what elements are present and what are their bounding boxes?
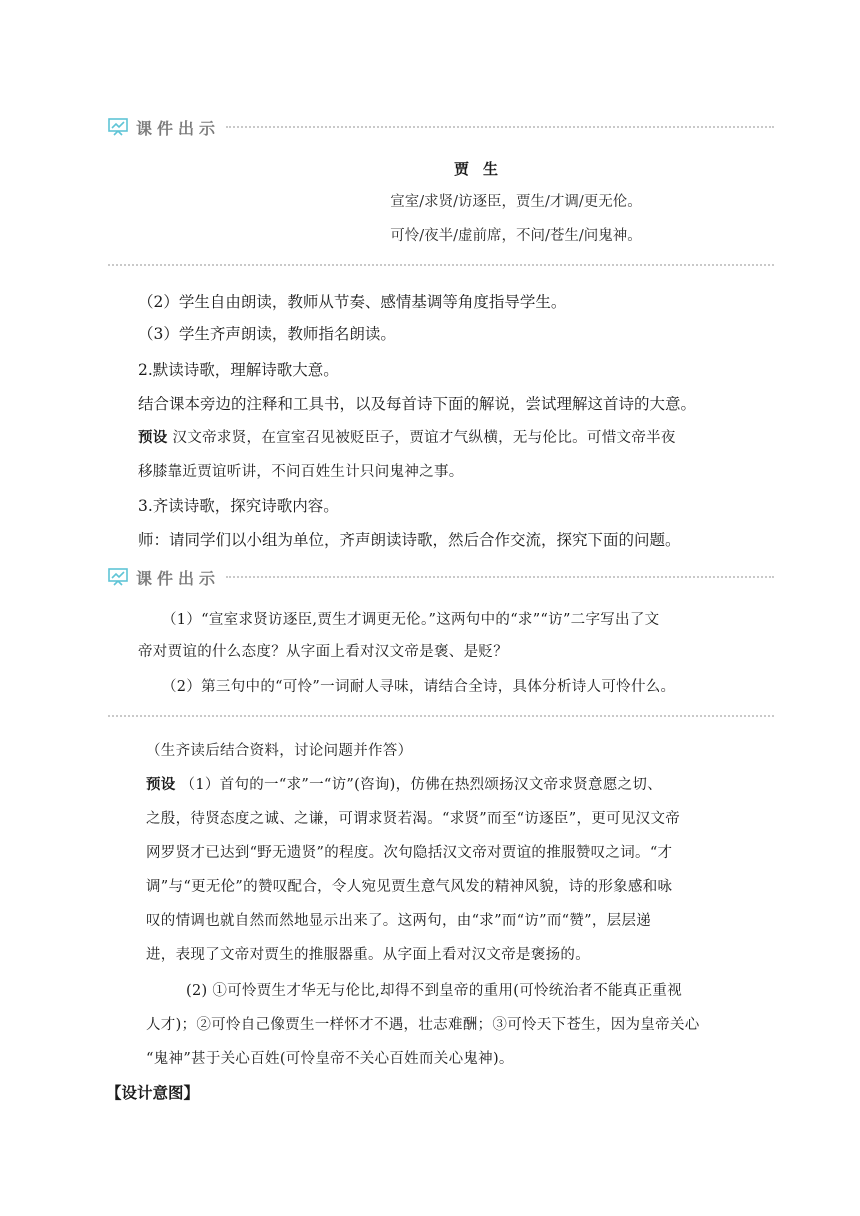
preset-1-text: 汉文帝求贤，在宣室召见被贬臣子，贾谊才气纵横，无与伦比。可惜文帝半夜 <box>172 430 676 446</box>
presentation-board-icon <box>108 118 128 136</box>
step2-text: 结合课本旁边的注释和工具书，以及每首诗下面的解说，尝试理解这首诗的大意。 <box>138 395 697 413</box>
poem-line-1: 宣室/求贤/访逐臣，贾生/才调/更无伦。 <box>390 194 642 210</box>
dotted-rule <box>226 126 774 128</box>
answer-1-line-2: 之殷，待贤态度之诚、之谦，可谓求贤若渴。“求贤”而至“访逐臣”，更可见汉文帝 <box>146 811 681 827</box>
step-2-text: （2）学生自由朗读，教师从节奏、感情基调等角度指导学生。 <box>138 293 567 311</box>
answer-1-first: （1）首句的一“求”一“访”(咨询)，仿佛在热烈颂扬汉文帝求贤意愿之切、 <box>180 777 663 793</box>
answer-1-line-6: 进，表现了文帝对贾生的推服器重。从字面上看对汉文帝是褒扬的。 <box>146 947 590 963</box>
courseware-header <box>108 565 774 589</box>
preset-1-line-2: 移膝靠近贾谊听讲，不问百姓生计只问鬼神之事。 <box>138 464 464 480</box>
step3-title: 3.齐读诗歌，探究诗歌内容。 <box>138 497 339 515</box>
courseware-label: 课件出示 <box>136 568 221 588</box>
section-divider <box>108 715 774 717</box>
dotted-rule <box>226 576 774 578</box>
answers-intro: （生齐读后结合资料，讨论问题并作答） <box>146 743 413 759</box>
preset-label: 预设 <box>138 430 168 446</box>
section-divider <box>108 264 774 266</box>
step2-title: 2.默读诗歌，理解诗歌大意。 <box>138 361 339 379</box>
presentation-board-icon <box>108 568 128 586</box>
poem-line-2: 可怜/夜半/虚前席，不问/苍生/问鬼神。 <box>390 228 642 244</box>
design-intent-heading: 【设计意图】 <box>106 1084 200 1102</box>
step3-text: 师：请同学们以小组为单位，齐声朗读诗歌，然后合作交流，探究下面的问题。 <box>138 531 681 549</box>
answer-2-line-3: “鬼神”甚于关心百姓(可怜皇帝不关心百姓而关心鬼神)。 <box>146 1051 514 1067</box>
poem-title: 贾生 <box>453 160 512 178</box>
answer-1-line-5: 叹的情调也就自然而然地显示出来了。这两句，由“求”而“访”而“赞”，层层递 <box>146 913 652 929</box>
step-3-text: （3）学生齐声朗读，教师指名朗读。 <box>138 325 396 343</box>
question-1-line-1: （1）“宣室求贤访逐臣,贾生才调更无伦。”这两句中的“求”“访”二字写出了文 <box>162 612 660 628</box>
courseware-label: 课件出示 <box>136 118 221 138</box>
courseware-header <box>108 115 774 139</box>
preset-1-line-1 <box>138 427 676 449</box>
answer-2-line-2: 人才)；②可怜自己像贾生一样怀才不遇，壮志难酬；③可怜天下苍生，因为皇帝关心 <box>146 1017 700 1033</box>
answer-2-line-1: (2) ①可怜贾生才华无与伦比,却得不到皇帝的重用(可怜统治者不能真正重视 <box>186 983 683 999</box>
answer-1-line-3: 网罗贤才已达到“野无遗贤”的程度。次句隐括汉文帝对贾谊的推服赞叹之词。“才 <box>146 845 673 861</box>
question-1-line-2: 帝对贾谊的什么态度？从字面上看对汉文帝是褒、是贬？ <box>138 644 508 660</box>
preset-label: 预设 <box>146 777 176 793</box>
question-2: （2）第三句中的“可怜”一词耐人寻味，请结合全诗，具体分析诗人可怜什么。 <box>162 679 676 695</box>
answer-1-line-1 <box>146 774 662 796</box>
answer-1-line-4: 调”与“更无伦”的赞叹配合，令人宛见贾生意气风发的精神风貌，诗的形象感和咏 <box>146 879 673 895</box>
